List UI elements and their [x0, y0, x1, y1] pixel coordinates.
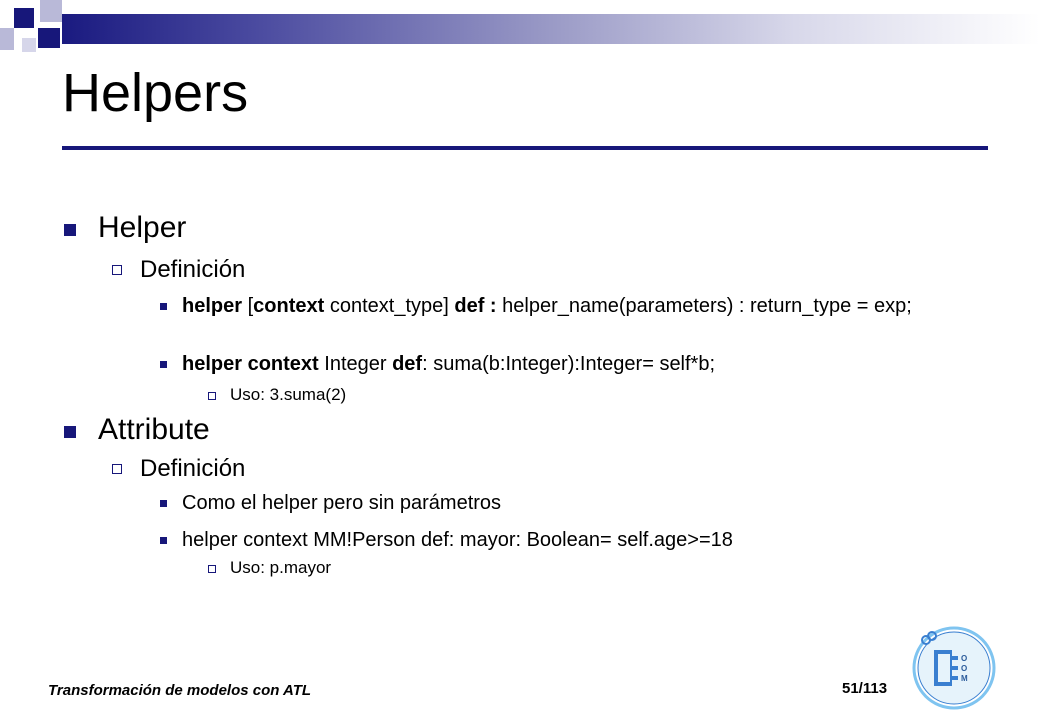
- footer-course-title: Transformación de modelos con ATL: [48, 682, 312, 699]
- square-bullet-icon: [160, 303, 167, 310]
- svg-text:O: O: [961, 664, 968, 673]
- square-bullet-icon: [160, 500, 167, 507]
- text-fragment: helper_name(parameters) : return_type = exp;: [496, 295, 912, 317]
- svg-text:O: O: [961, 654, 968, 663]
- page-title: Helpers: [62, 63, 249, 123]
- keyword: helper: [182, 295, 243, 317]
- square-bullet-icon: [64, 224, 76, 236]
- text-fragment: Integer: [318, 353, 393, 375]
- square-bullet-icon: [160, 537, 167, 544]
- hollow-square-bullet-icon: [112, 265, 122, 275]
- square-bullet-icon: [64, 426, 76, 438]
- corner-square-light: [40, 0, 62, 22]
- corner-square-light: [22, 38, 36, 52]
- definition-text: Como el helper pero sin parámetros: [182, 492, 502, 514]
- usage-text: Uso: 3.suma(2): [230, 385, 347, 404]
- keyword: helper context: [182, 353, 319, 375]
- keyword: context: [253, 295, 325, 317]
- definition-text: [182, 294, 982, 318]
- hollow-square-bullet-icon: [112, 464, 122, 474]
- page-number: 51/113: [842, 680, 888, 697]
- example-text: [182, 352, 982, 376]
- subsection-heading: Definición: [140, 256, 246, 283]
- text-fragment: : suma(b:Integer):Integer= self*b;: [422, 353, 716, 375]
- section-heading: Attribute: [98, 413, 210, 446]
- subsection-heading: Definición: [140, 455, 246, 482]
- section-heading: Helper: [98, 211, 187, 244]
- text-fragment: [: [242, 295, 254, 317]
- square-bullet-icon: [160, 361, 167, 368]
- keyword: def :: [454, 295, 497, 317]
- hollow-square-bullet-icon: [208, 565, 216, 573]
- hollow-square-bullet-icon: [208, 392, 216, 400]
- corner-square-dark: [14, 8, 34, 28]
- text-fragment: context_type]: [324, 295, 455, 317]
- keyword: def: [392, 353, 423, 375]
- omm-method-group-logo-icon: [908, 622, 1000, 714]
- title-divider: [62, 146, 988, 150]
- example-text: helper context MM!Person def: mayor: Boolean= self.age>=18: [182, 529, 733, 551]
- corner-square-dark: [38, 28, 60, 48]
- svg-text:M: M: [961, 674, 968, 683]
- usage-text: Uso: p.mayor: [230, 558, 332, 577]
- corner-square-light: [0, 28, 14, 50]
- header-band: [62, 14, 1040, 44]
